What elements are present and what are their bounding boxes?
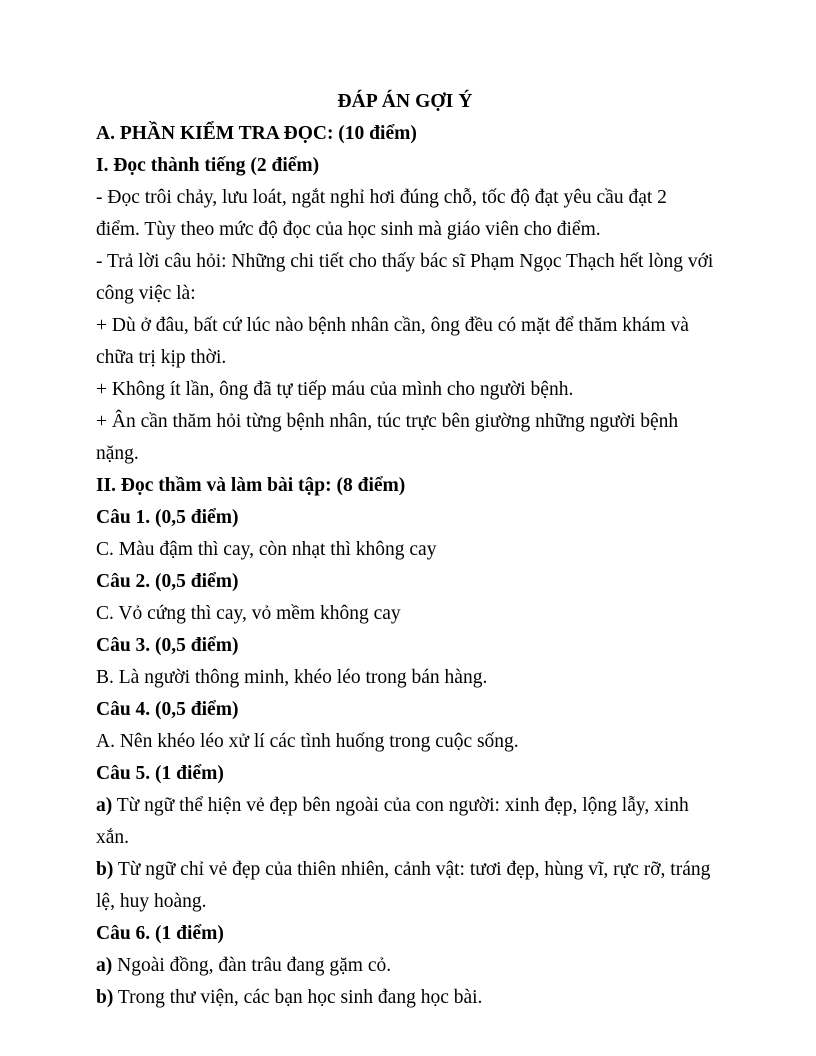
question-answer-3a: B. Là người thông minh, khéo léo trong bán hàng. — [96, 667, 488, 688]
reading-aloud-criteria: - Đọc trôi chảy, lưu loát, ngắt nghỉ hơi đúng chỗ, tốc độ đạt yêu cầu đạt 2 điểm. Tùy theo mức độ đọc của học sinh mà giáo viên cho điểm. — [96, 187, 667, 240]
section-heading-ii: II. Đọc thầm và làm bài tập: (8 điểm) — [96, 475, 406, 496]
answer-text-b: Từ ngữ chỉ vẻ đẹp của thiên nhiên, cảnh vật: tươi đẹp, hùng vĩ, rực rỡ, tráng lệ, huy hoàng. — [96, 859, 711, 912]
question-label-1: Câu 1. (0,5 điểm) — [96, 507, 239, 528]
question-answer-5a — [96, 790, 714, 854]
question-label-2: Câu 2. (0,5 điểm) — [96, 571, 239, 592]
section-heading-a: A. PHẦN KIỂM TRA ĐỌC: (10 điểm) — [96, 123, 417, 144]
answer-marker-b: b) — [96, 859, 114, 880]
question-label-3: Câu 3. (0,5 điểm) — [96, 635, 239, 656]
document-content — [96, 86, 714, 1014]
question-label-5: Câu 5. (1 điểm) — [96, 763, 224, 784]
document-title: ĐÁP ÁN GỢI Ý — [337, 91, 473, 112]
question-answer-4a: A. Nên khéo léo xử lí các tình huống trong cuộc sống. — [96, 731, 519, 752]
question-answer-6a — [96, 950, 714, 982]
answer-text-b: Trong thư viện, các bạn học sinh đang học bài. — [113, 987, 483, 1008]
detail-item-1: + Dù ở đâu, bất cứ lúc nào bệnh nhân cần, ông đều có mặt để thăm khám và chữa trị kịp thời. — [96, 315, 689, 368]
question-answer-6b — [96, 982, 714, 1014]
question-label-4: Câu 4. (0,5 điểm) — [96, 699, 239, 720]
answer-marker-b: b) — [96, 987, 114, 1008]
answer-text-a: Ngoài đồng, đàn trâu đang gặm cỏ. — [112, 955, 392, 976]
section-heading-i: I. Đọc thành tiếng (2 điểm) — [96, 155, 320, 176]
question-prompt-details: - Trả lời câu hỏi: Những chi tiết cho thấy bác sĩ Phạm Ngọc Thạch hết lòng với công việc là: — [96, 251, 714, 304]
answer-marker-a: a) — [96, 955, 113, 976]
question-answer-1a: C. Màu đậm thì cay, còn nhạt thì không cay — [96, 539, 437, 560]
question-answer-5b — [96, 854, 714, 918]
answer-text-a: Từ ngữ thể hiện vẻ đẹp bên ngoài của con người: xinh đẹp, lộng lẫy, xinh xắn. — [96, 795, 689, 848]
question-answer-2a: C. Vỏ cứng thì cay, vỏ mềm không cay — [96, 603, 401, 624]
detail-item-3: + Ân cần thăm hỏi từng bệnh nhân, túc trực bên giường những người bệnh nặng. — [96, 411, 679, 464]
answer-marker-a: a) — [96, 795, 113, 816]
question-label-6: Câu 6. (1 điểm) — [96, 923, 224, 944]
detail-item-2: + Không ít lần, ông đã tự tiếp máu của mình cho người bệnh. — [96, 379, 574, 400]
